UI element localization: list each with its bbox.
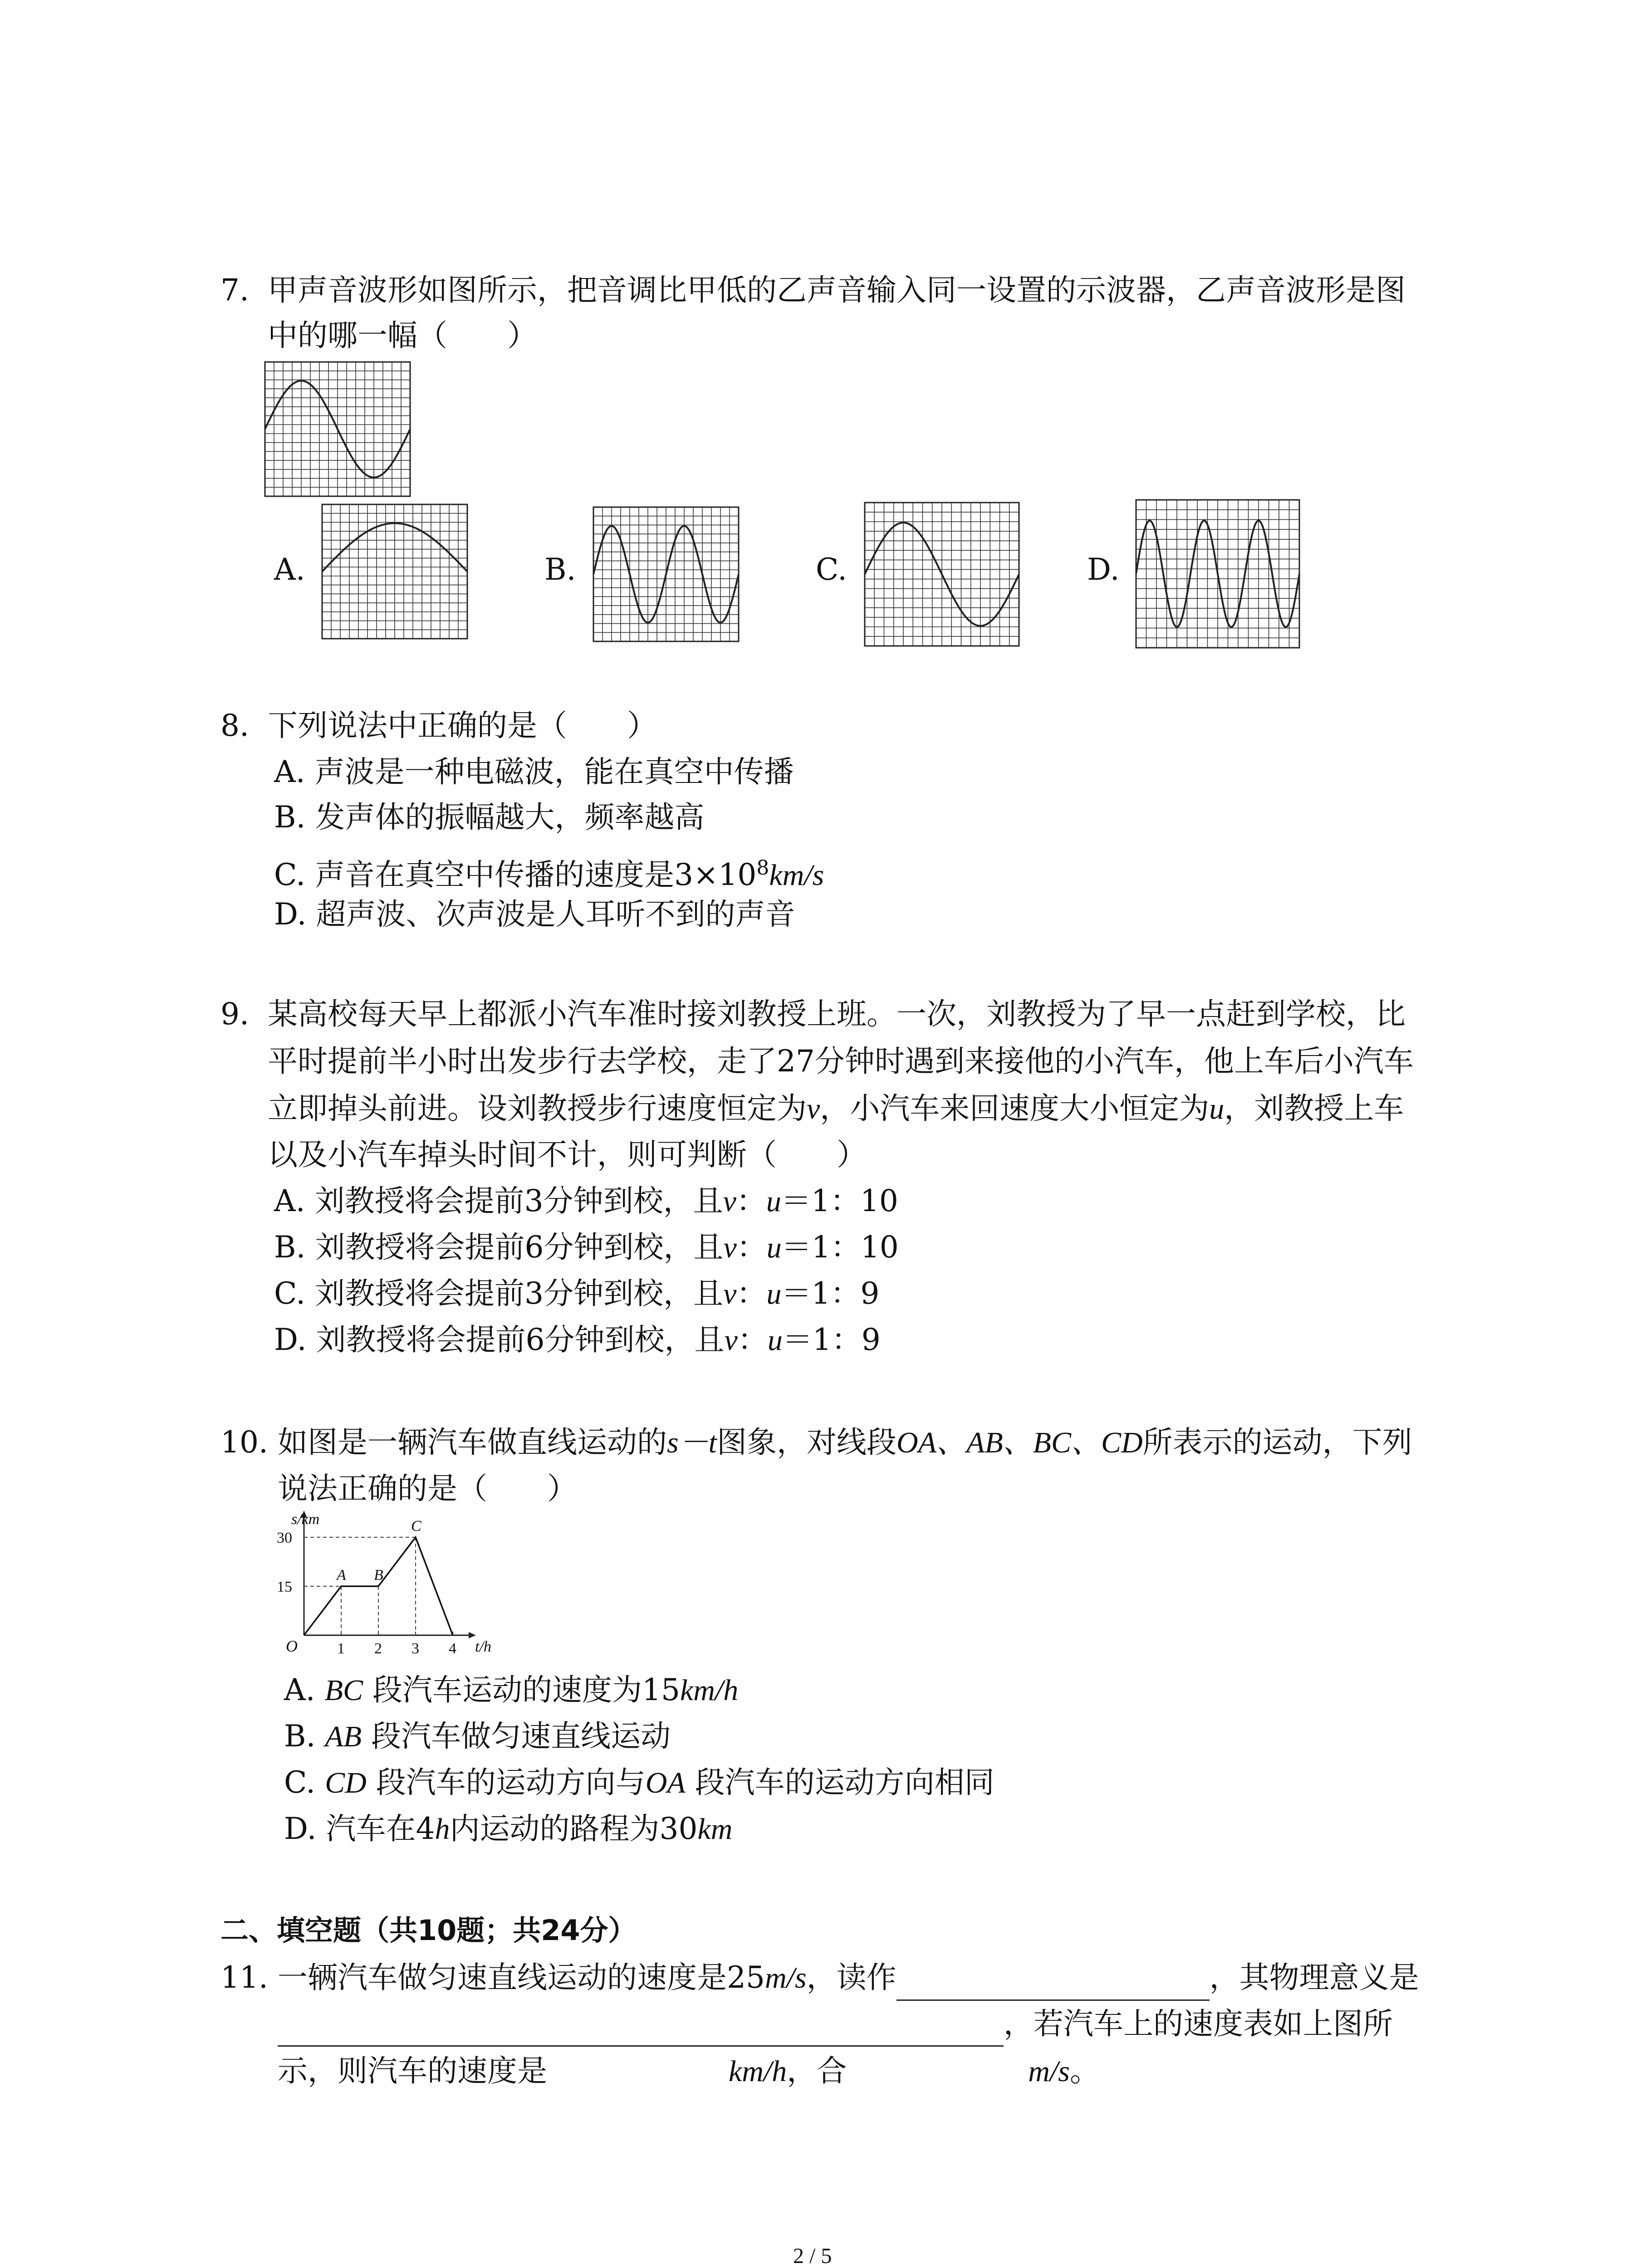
q10-option-a-label: A. [284, 1672, 325, 1707]
q10-option-c-segment2: OA [645, 1766, 686, 1799]
q8-number: 8. [220, 708, 249, 743]
q9-option-a-text: A. 刘教授将会提前3分钟到校，且 [274, 1183, 723, 1218]
q9-stem-line3 [268, 1086, 1404, 1132]
q10-stem-line1 [278, 1420, 1412, 1466]
q9-option-b-sep: ： [736, 1230, 767, 1265]
q9-var-v: v [807, 1092, 820, 1125]
q9-option-b-u: u [766, 1231, 782, 1264]
q9-option-b-v: v [723, 1231, 737, 1264]
q10-option-b-label: B. [284, 1719, 325, 1754]
q11-line1-text: 一辆汽车做匀速直线运动的速度是25 [278, 1960, 765, 1995]
q9-option-d-text: D. 刘教授将会提前6分钟到校，且 [274, 1322, 725, 1357]
q11-line3 [278, 2048, 1100, 2094]
q10-option-a-segment: BC [324, 1674, 363, 1707]
q9-stem-line2: 平时提前半小时出发步行去学校，走了27分钟时遇到来接他的小汽车，他上车后小汽车 [268, 1044, 1414, 1079]
x-tick-label: 4 [449, 1640, 456, 1657]
q9-option-c-u: u [766, 1277, 782, 1310]
q10-option-c-segment: CD [325, 1766, 367, 1799]
q9-option-a [274, 1178, 898, 1224]
q11-line1-text3: ，其物理意义是 [1209, 1960, 1419, 1995]
q9-option-c [274, 1271, 879, 1317]
q10-option-a-unit: km/h [680, 1674, 739, 1707]
point-label-b: B [374, 1567, 383, 1584]
q9-option-d-u: u [767, 1324, 783, 1357]
q10-option-b [284, 1714, 671, 1760]
q7-option-b-waveform [593, 506, 740, 642]
x-axis-label: t/h [475, 1638, 491, 1655]
q9-option-b [274, 1225, 899, 1271]
q9-option-d-sep: ： [737, 1322, 768, 1357]
q10-option-a [284, 1667, 738, 1713]
origin-label: O [286, 1637, 298, 1655]
q11-line1-unit: m/s [764, 1961, 807, 1994]
q9-option-b-ratio: ＝1：10 [781, 1230, 899, 1265]
q9-option-a-v: v [723, 1185, 736, 1218]
x-axis-arrow [469, 1632, 476, 1638]
q10-line1-text-c: 图象，对线段 [717, 1425, 897, 1460]
q9-option-a-ratio: ＝1：10 [781, 1183, 898, 1218]
q7-option-c-label: C. [816, 552, 847, 587]
q9-line3-text-c: ，小汽车来回速度大小恒定为 [820, 1091, 1210, 1126]
x-tick-label: 3 [411, 1640, 419, 1657]
q10-option-c-text-end: 段汽车的运动方向相同 [685, 1765, 994, 1800]
q10-line1-st: s－t [667, 1426, 717, 1459]
q9-option-d-ratio: ＝1：9 [782, 1322, 881, 1357]
st-graph [272, 1510, 508, 1665]
q9-line3-text-a: 立即掉头前进。设刘教授步行速度恒定为 [268, 1091, 807, 1126]
q11-line3-text2: ，合 [787, 2053, 847, 2088]
q8-option-c [274, 846, 824, 898]
page-number: 2 / 5 [793, 2244, 832, 2268]
y-tick-label: 15 [277, 1579, 292, 1595]
q11-blank-reading[interactable] [896, 1968, 1210, 2001]
q7-number: 7. [220, 273, 249, 308]
q7-option-b-label: B. [544, 552, 576, 587]
q11-line3-unit-kmh: km/h [729, 2055, 787, 2088]
q7-stem-line1: 甲声音波形如图所示，把音调比甲低的乙声音输入同一设置的示波器，乙声音波形是图 [268, 273, 1406, 308]
q8-option-a: A. 声波是一种电磁波，能在真空中传播 [274, 754, 794, 789]
q10-stem-line2: 说法正确的是（ ） [278, 1471, 577, 1506]
point-label-c: C [411, 1518, 421, 1535]
point-label-a: A [337, 1567, 346, 1584]
q10-line1-segments: OA、AB、BC、CD [896, 1426, 1143, 1459]
q10-line1-text-e: 所表示的运动，下列 [1142, 1425, 1412, 1460]
q11-line3-text: 示，则汽车的速度是 [278, 2053, 547, 2088]
q11-line1-text2: ，读作 [806, 1960, 896, 1995]
q11-line2 [278, 2001, 1393, 2047]
q10-option-b-text: 段汽车做匀速直线运动 [362, 1719, 671, 1754]
q8-option-b: B. 发声体的振幅越大，频率越高 [274, 800, 705, 835]
q7-reference-waveform [264, 361, 411, 497]
q10-option-c-label: C. [284, 1765, 325, 1800]
y-tick-label: 30 [277, 1530, 292, 1546]
q10-option-b-segment: AB [325, 1720, 362, 1753]
q11-blank-meaning[interactable] [278, 2014, 1004, 2047]
q10-option-d-unit: km [697, 1813, 733, 1846]
q10-option-d-text: D. 汽车在4 [284, 1811, 435, 1846]
q10-option-a-text: 段汽车运动的速度为15 [362, 1672, 680, 1707]
q9-option-c-ratio: ＝1：9 [781, 1276, 880, 1311]
q11-line3-text3: 。 [1069, 2053, 1100, 2088]
q9-var-u: u [1209, 1092, 1225, 1125]
q9-option-d [274, 1317, 881, 1363]
section-title: 二、填空题（共10题；共24分） [220, 1914, 637, 1947]
grid-lines [322, 504, 467, 639]
q8-option-c-exponent: 8 [756, 856, 769, 880]
q9-stem-line4: 以及小汽车掉头时间不计，则可判断（ ） [268, 1137, 867, 1172]
x-tick-label: 1 [337, 1640, 345, 1657]
q9-option-c-sep: ： [736, 1276, 767, 1311]
q9-option-b-text: B. 刘教授将会提前6分钟到校，且 [274, 1230, 724, 1265]
q8-stem: 下列说法中正确的是（ ） [268, 708, 657, 743]
q9-option-a-sep: ： [736, 1183, 766, 1218]
q9-line3-text-e: ，刘教授上车 [1224, 1091, 1404, 1126]
q10-number: 10. [220, 1425, 268, 1460]
q10-option-d-h: h [435, 1813, 450, 1846]
q10-option-c-text: 段汽车的运动方向与 [366, 1765, 646, 1800]
q10-line1-text-a: 如图是一辆汽车做直线运动的 [278, 1425, 667, 1460]
q10-option-d-text2: 内运动的路程为30 [450, 1811, 698, 1846]
q9-option-a-u: u [766, 1185, 781, 1218]
q11-line1 [278, 1955, 1419, 2001]
q11-line3-unit-ms: m/s [1028, 2055, 1070, 2088]
q7-option-c-waveform [864, 502, 1020, 647]
q9-number: 9. [220, 997, 249, 1031]
q8-option-c-unit: km/s [769, 859, 824, 892]
q7-option-a-label: A. [274, 552, 305, 587]
q9-stem-line1: 某高校每天早上都派小汽车准时接刘教授上班。一次，刘教授为了早一点赶到学校，比 [268, 997, 1406, 1031]
q10-option-d [284, 1806, 732, 1852]
q7-option-d-waveform [1135, 499, 1300, 649]
y-axis-label: s/km [291, 1511, 320, 1528]
q9-option-c-v: v [723, 1277, 737, 1310]
q7-option-a-waveform [321, 503, 468, 640]
q7-option-d-label: D. [1087, 552, 1120, 587]
q10-option-c [284, 1760, 994, 1806]
q11-number: 11. [220, 1960, 268, 1995]
q8-option-d: D. 超声波、次声波是人耳听不到的声音 [274, 897, 795, 932]
q9-option-c-text: C. 刘教授将会提前3分钟到校，且 [274, 1276, 724, 1311]
q11-line2-text: ，若汽车上的速度表如上图所 [1004, 2006, 1393, 2041]
q7-stem-line2: 中的哪一幅（ ） [268, 318, 537, 353]
q8-option-c-text: C. 声音在真空中传播的速度是3×10 [274, 857, 757, 892]
q9-option-d-v: v [724, 1324, 738, 1357]
x-tick-label: 2 [374, 1640, 382, 1657]
